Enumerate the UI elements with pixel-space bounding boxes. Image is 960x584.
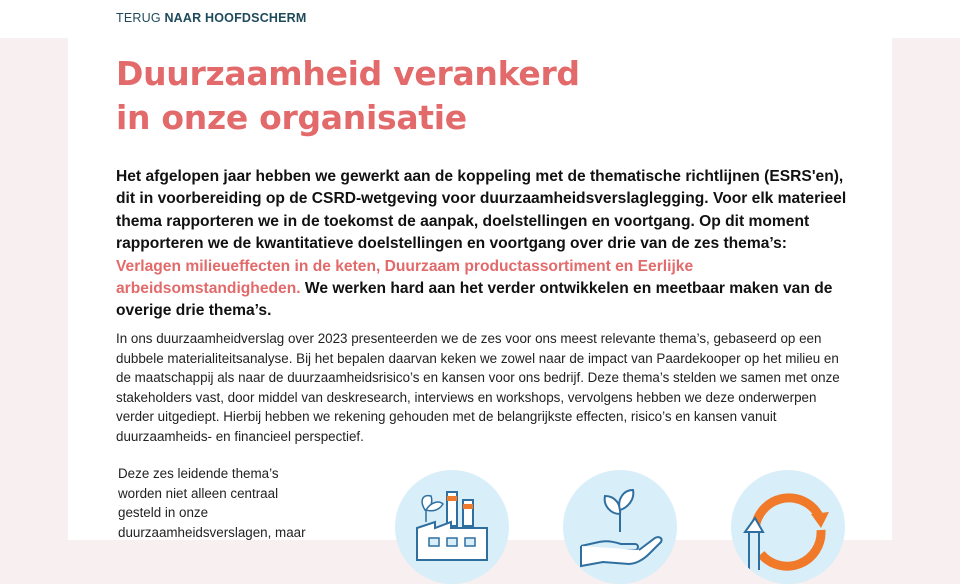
page-title [116, 52, 580, 140]
intro-highlight: Verlagen milieueffecten in de keten, Duurzaam productassortiment en Eerlijke arbeidsomstandigheden. [116, 257, 694, 298]
hand-leaf-icon [563, 470, 677, 584]
body-paragraph: In ons duurzaamheidverslag over 2023 presenteerden we de zes voor ons meest relevante thema’s, gebaseerd op een dubbele materialiteitsanalyse. Bij het bepalen daarvan keken we zowel naar de impact van Paardekooper op het milieu en de maatschappij als naar de duurzaamheidsrisico’s en kansen voor ons bedrijf. Deze thema’s stelden we samen met onze stakeholders vast, door middel van deskresearch, interviews en workshops, vervolgens hebben we deze onderwerpen verder uitgediept. Hierbij hebben we rekening gehouden met de belangrijkste effecten, risico’s en kansen vanuit duurzaamheids- en financieel perspectief. [116, 331, 840, 444]
circular-arrows-icon [731, 470, 845, 584]
side-paragraph: Deze zes leidende thema’s worden niet alleen centraal gesteld in onze duurzaamheidsverslagen, maar [118, 466, 306, 540]
back-label: NAAR HOOFDSCHERM [164, 11, 307, 25]
intro-text-before: Het afgelopen jaar hebben we gewerkt aan de koppeling met de thematische richtlijnen (ESRS'en), dit in voorbereiding op de CSRD-wetgeving voor duurzaamheidsverslaglegging. Voor elk materieel thema rapporteren we in de toekomst de aanpak, doelstellingen en voortgang. Op dit moment rapporteren we de kwantitatieve doelstellingen en voortgang over drie van de zes thema’s: [116, 168, 847, 253]
factory-leaf-icon [395, 470, 509, 584]
intro-paragraph [116, 166, 856, 323]
back-to-home-link[interactable] [116, 11, 307, 25]
title-line-2: in onze organisatie [116, 98, 467, 137]
top-bar [0, 0, 960, 38]
back-prefix: TERUG [116, 11, 161, 25]
intro-text-after: We werken hard aan het verder ontwikkelen en meetbaar maken van de overige drie thema’s. [116, 280, 833, 320]
title-line-1: Duurzaamheid verankerd [116, 54, 580, 93]
